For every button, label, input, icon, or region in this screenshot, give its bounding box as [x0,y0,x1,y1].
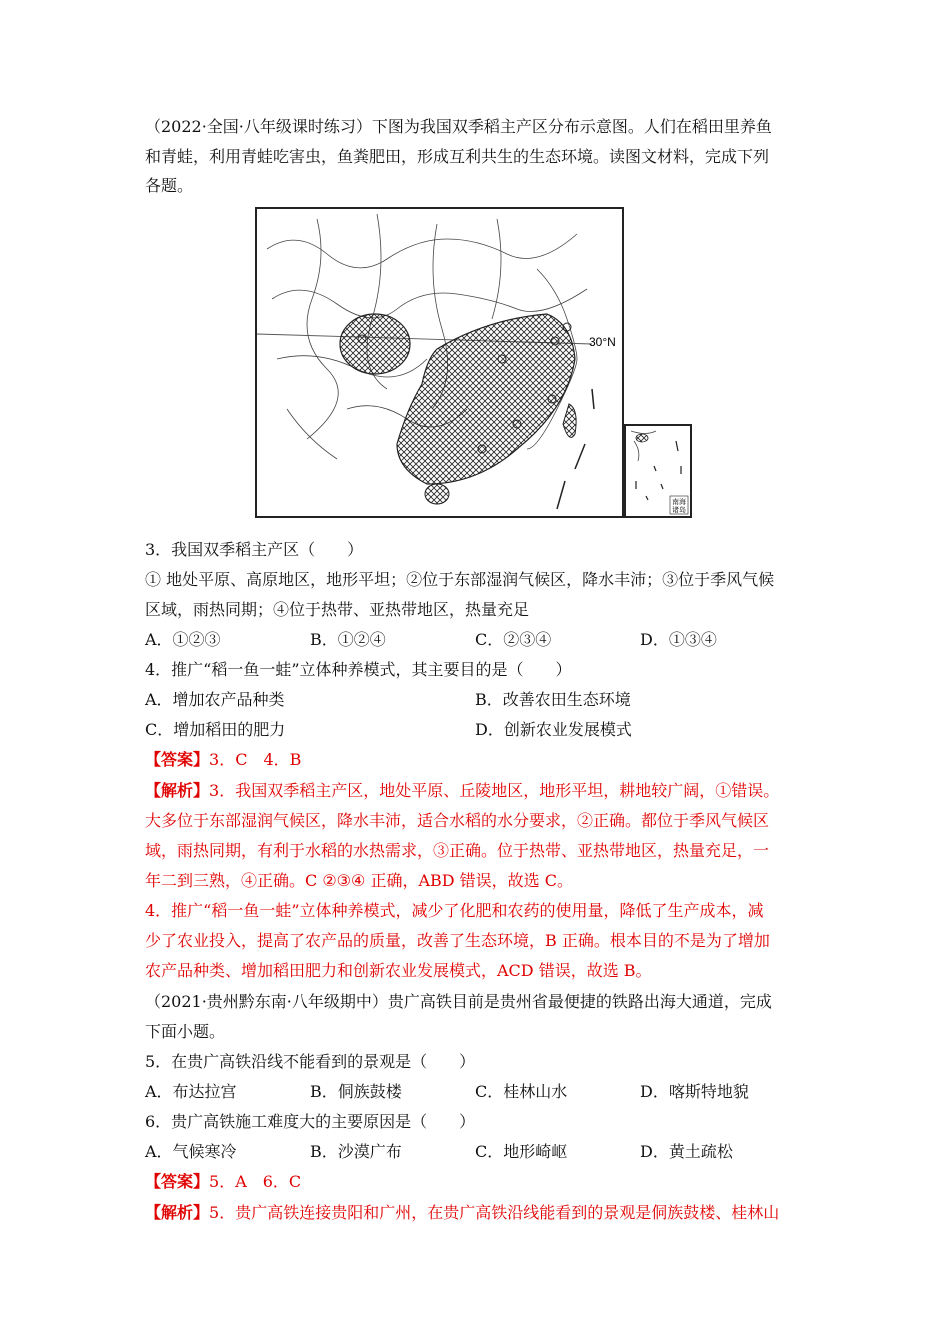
analysis-line: 3．我国双季稻主产区，地处平原、丘陵地区，地形平坦，耕地较广阔，①错误。 [209,781,780,800]
analysis-line: 域，雨热同期，有利于水稻的水热需求，③正确。位于热带、亚热带地区，热量充足，一 [145,841,770,860]
q6-option-b[interactable]: B．沙漠广布 [310,1142,402,1161]
answer-block-2 [145,1172,301,1192]
q3-option-a[interactable]: A．①②③ [145,630,221,649]
q6-option-c[interactable]: C．地形崎岖 [475,1142,568,1161]
taiwan-island [563,404,576,437]
analysis-line: 5．贵广高铁连接贵阳和广州，在贵广高铁沿线能看到的景观是侗族鼓楼、桂林山 [209,1203,780,1222]
south-china-sea-inset [624,424,692,518]
analysis-line: 4．推广“稻一鱼一蛙”立体种养模式，减少了化肥和农药的使用量，降低了生产成本，减 [145,901,764,920]
passage-intro-line: （2021·贵州黔东南·八年级期中）贵广高铁目前是贵州省最便捷的铁路出海大通道，完成 [145,992,772,1011]
analysis-block-1 [145,781,779,801]
rice-region-map [255,207,624,518]
sichuan-rice-region [340,314,410,374]
question-3-stem: 3．我国双季稻主产区（ ） [145,540,364,559]
q3-option-c[interactable]: C．②③④ [475,630,552,649]
analysis-line: 少了农业投入，提高了农产品的质量，改善了生态环境，B 正确。根本目的不是为了增加 [145,931,770,950]
analysis-tag: 【解析】 [145,1203,210,1222]
q5-option-c[interactable]: C．桂林山水 [475,1082,568,1101]
passage-intro-line: 下面小题。 [145,1022,226,1041]
question-6-stem: 6．贵广高铁施工难度大的主要原因是（ ） [145,1112,476,1131]
analysis-tag: 【解析】 [145,781,210,800]
analysis-line: 大多位于东部湿润气候区，降水丰沛，适合水稻的水分要求，②正确。都位于季风气候区 [145,811,770,830]
inset-label: 南海 [672,499,686,506]
q5-option-d[interactable]: D．喀斯特地貌 [640,1082,749,1101]
analysis-line: 年二到三熟，④正确。C ②③④ 正确，ABD 错误，故选 C。 [145,871,574,890]
question-5-stem: 5．在贵广高铁沿线不能看到的景观是（ ） [145,1052,476,1071]
answer-tag: 【答案】 [145,1172,210,1191]
q3-option-d[interactable]: D．①③④ [640,630,717,649]
analysis-block-2 [145,1203,779,1223]
q4-option-b[interactable]: B．改善农田生态环境 [475,690,631,709]
passage-intro-line: 和青蛙，利用青蛙吃害虫，鱼粪肥田，形成互利共生的生态环境。读图文材料，完成下列 [145,147,770,166]
answer-text: 3．C 4．B [209,750,302,769]
hainan-island [425,484,449,504]
inset-drawing [626,426,690,516]
inset-label: 诸岛 [672,507,686,514]
answer-tag: 【答案】 [145,750,210,769]
passage-intro-line: （2022·全国·八年级课时练习）下图为我国双季稻主产区分布示意图。人们在稻田里养鱼 [145,117,772,136]
map-drawing [257,209,622,516]
q4-option-a[interactable]: A．增加农产品种类 [145,690,285,709]
question-4-stem: 4．推广“稻一鱼一蛙”立体种养模式，其主要目的是（ ） [145,660,572,679]
q3-option-b[interactable]: B．①②④ [310,630,386,649]
q6-option-d[interactable]: D．黄土疏松 [640,1142,733,1161]
q4-option-d[interactable]: D．创新农业发展模式 [475,720,632,739]
answer-text: 5．A 6．C [209,1172,302,1191]
latitude-label: 30°N [589,335,616,349]
passage-intro-line: 各题。 [145,176,194,195]
q5-option-b[interactable]: B．侗族鼓楼 [310,1082,402,1101]
q5-option-a[interactable]: A．布达拉宫 [145,1082,237,1101]
q6-option-a[interactable]: A．气候寒冷 [145,1142,237,1161]
question-3-statement: 区域，雨热同期；④位于热带、亚热带地区，热量充足 [145,600,530,619]
q4-option-c[interactable]: C．增加稻田的肥力 [145,720,286,739]
answer-block-1 [145,750,301,770]
question-3-statement: ① 地处平原、高原地区，地形平坦；②位于东部湿润气候区，降水丰沛；③位于季风气候 [145,570,775,589]
analysis-line: 农产品种类、增加稻田肥力和创新农业发展模式，ACD 错误，故选 B。 [145,961,652,980]
